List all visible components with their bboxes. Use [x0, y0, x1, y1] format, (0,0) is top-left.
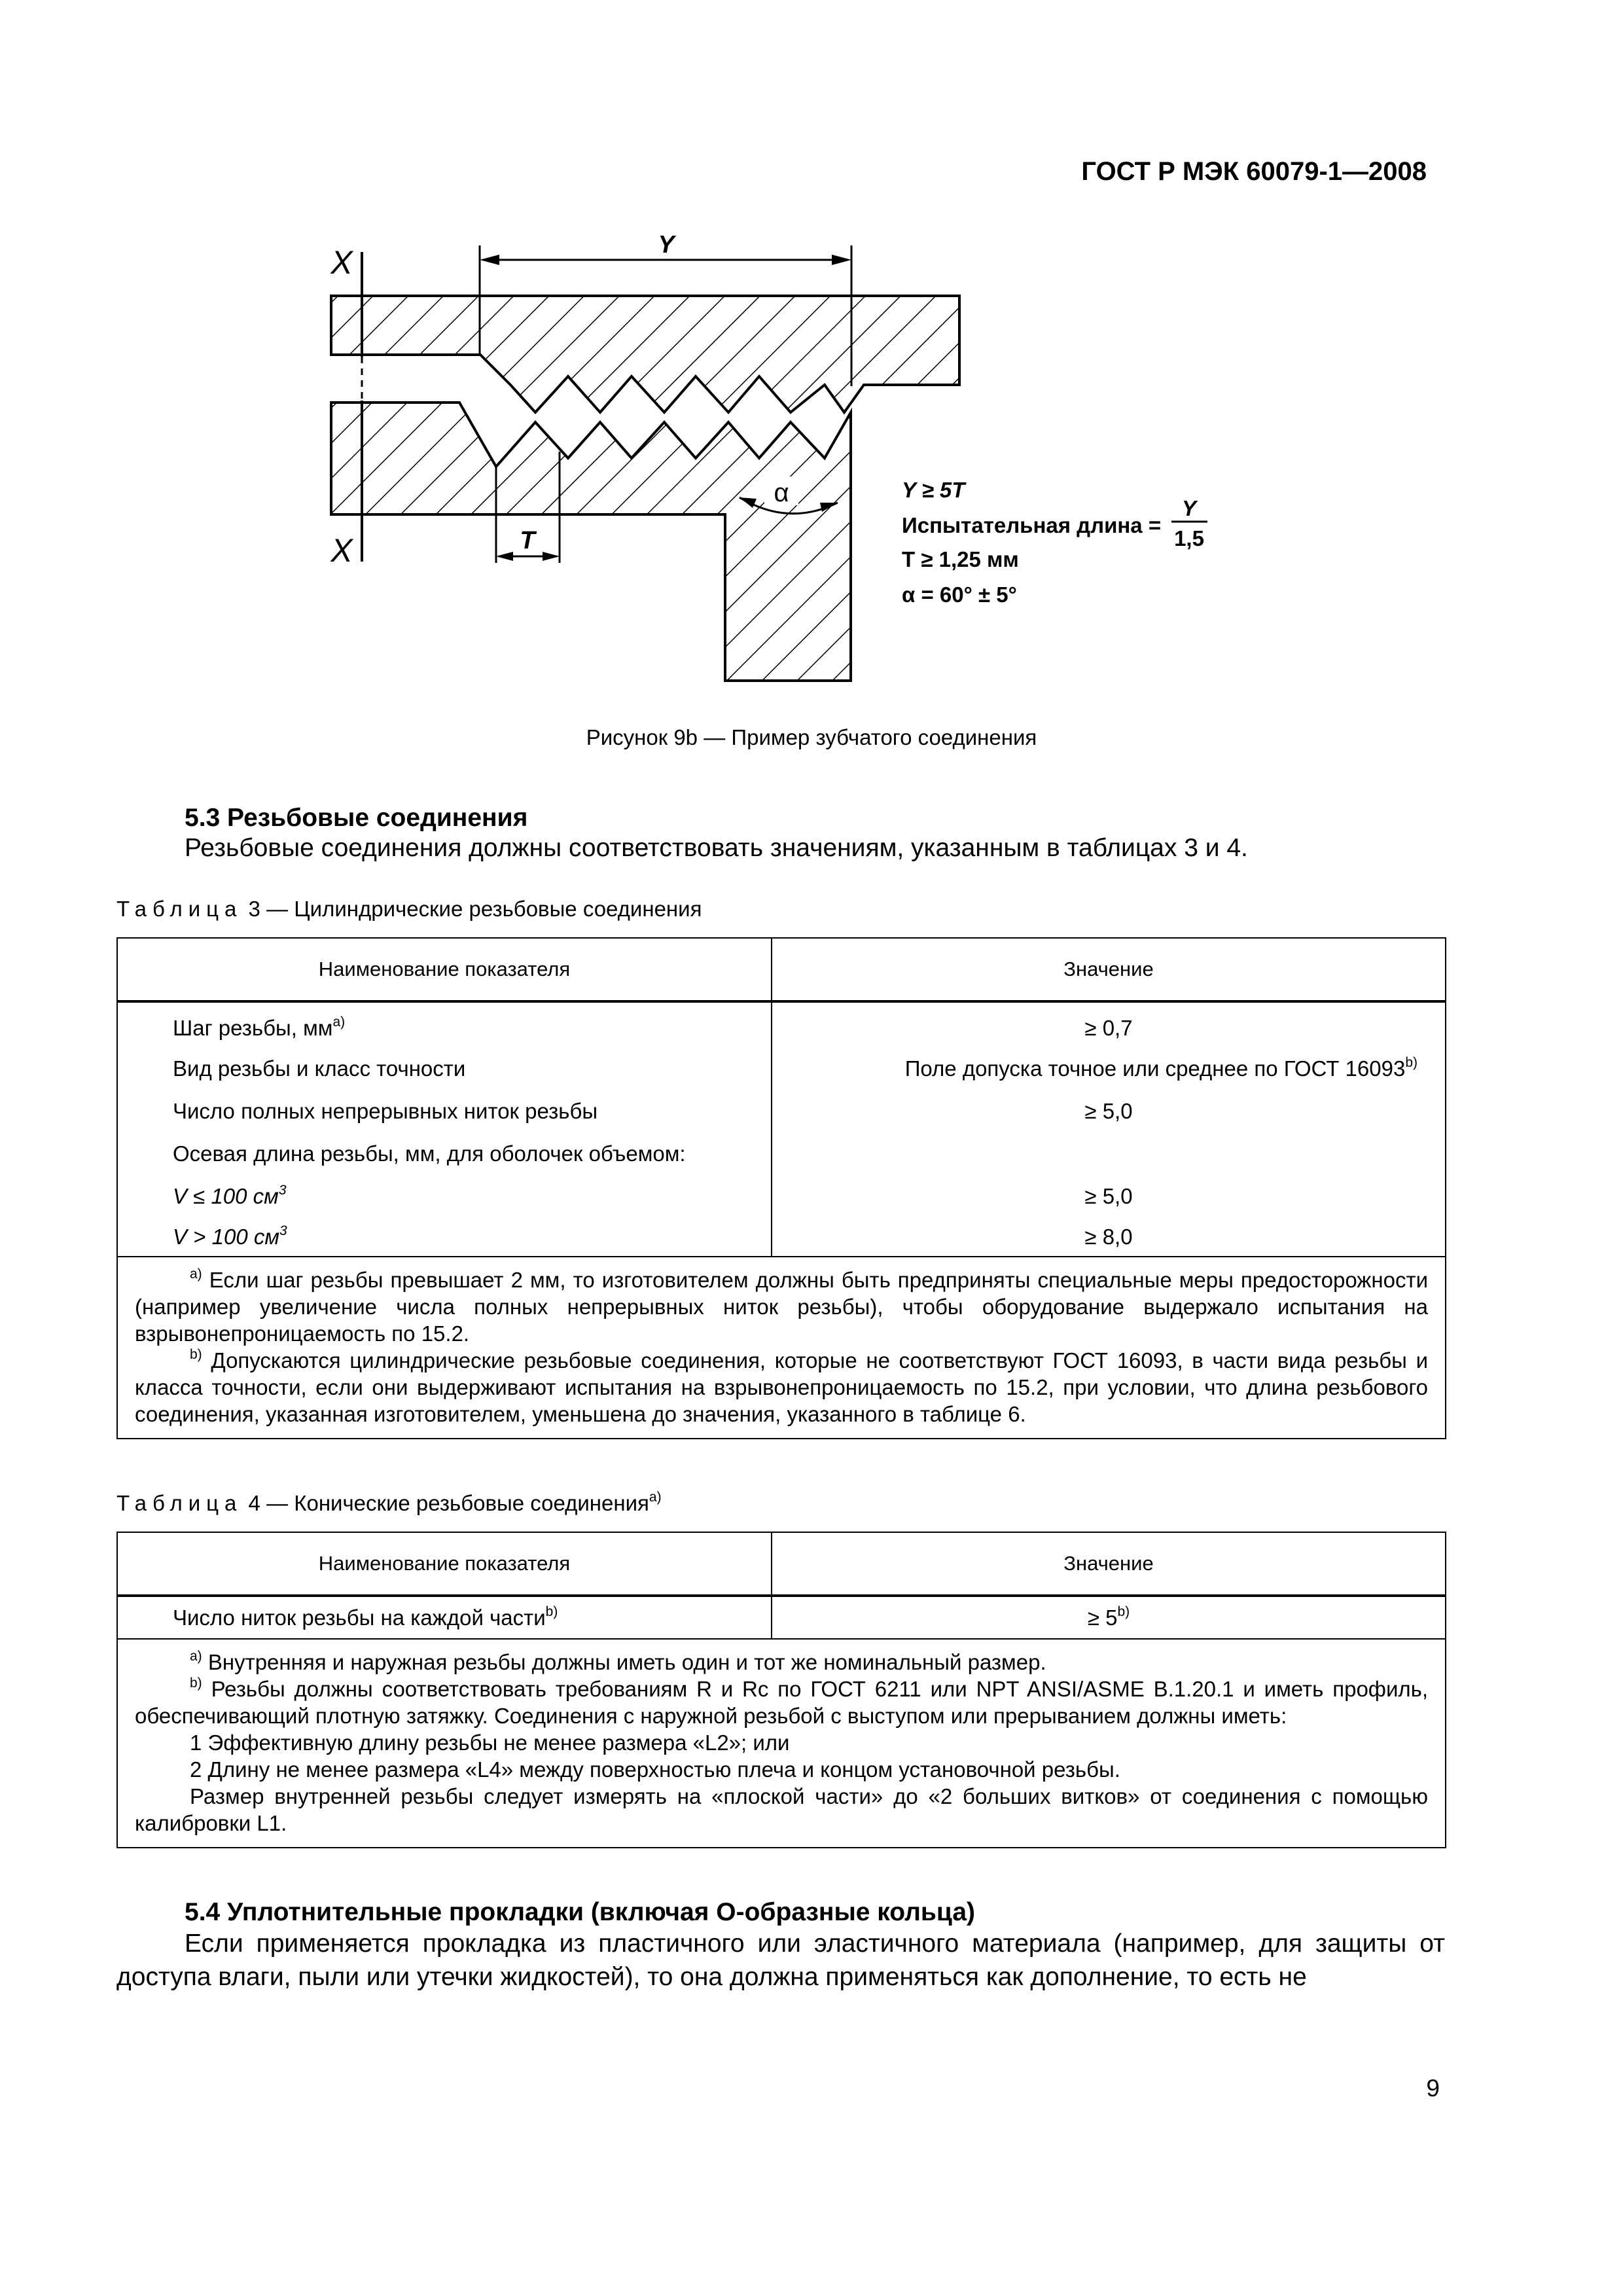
upper-part — [331, 296, 959, 412]
label-x-top: X — [330, 244, 353, 281]
table3 — [116, 937, 1446, 1439]
table4-footnotes — [117, 1639, 1446, 1848]
label-alpha: α — [774, 478, 789, 507]
table-row: Вид резьбы и класс точности Поле допуска точное или среднее по ГОСТ 16093$^{b)}$ — [117, 1047, 1446, 1090]
table3-footnote-a: $^{a)}$ Если шаг резьбы превышает 2 мм, то изготовителем должны быть предприняты специальные меры предосторожности (например увеличение числа полных непрерывных ниток резьбы), чтобы оборудование выдержало испытания на взрывонепроницаемость по 15.2. — [135, 1266, 1428, 1346]
section-5-3-heading: 5.3 Резьбовые соединения — [185, 804, 528, 832]
formula-numerator: Y — [1181, 496, 1197, 520]
table4-footnote-a: $^{a)}$ Внутренняя и наружная резьбы должны иметь один и тот же номинальный размер. — [190, 1649, 1046, 1674]
formula-y: Y ≥ 5T — [902, 478, 965, 502]
section-5-4-paragraph: Если применяется прокладка из пластичного или эластичного материала (например, для защиты от доступа влаги, пыли или утечки жидкостей), то она должна применяться как дополнение, то есть не — [116, 1929, 1445, 1991]
lower-part — [331, 403, 851, 681]
table4-header-name: Наименование показателя — [117, 1532, 772, 1596]
table-row: Число полных непрерывных ниток резьбы ≥ 5,0 — [117, 1090, 1446, 1132]
formula-denominator: 1,5 — [1174, 526, 1204, 550]
section-5-3-paragraph: Резьбовые соединения должны соответствовать значениям, указанным в таблицах 3 и 4. — [185, 834, 1248, 862]
label-y: Y — [658, 236, 675, 259]
section-5-4-heading: 5.4 Уплотнительные прокладки (включая О-образные кольца) — [185, 1898, 976, 1926]
formula-t: T ≥ 1,25 мм — [902, 547, 1019, 571]
label-x-bottom: X — [330, 532, 353, 569]
table4-header-value: Значение — [772, 1532, 1446, 1596]
label-t: T — [520, 527, 535, 554]
table3-footnotes — [117, 1257, 1446, 1439]
table3-header-value: Значение — [772, 938, 1446, 1001]
table-row: V > 100 $см^3$ ≥ 8,0 — [117, 1217, 1446, 1257]
table4-item-2: 2 Длину не менее размера «L4» между поверхностью плеча и концом установочной резьбы. — [190, 1757, 1120, 1782]
table-row: V ≤ 100 $см^3$ ≥ 5,0 — [117, 1175, 1446, 1217]
serrated-joint-figure — [314, 236, 1322, 707]
table3-footnote-b: $^{b)}$ Допускаются цилиндрические резьбовые соединения, которые не соответствуют ГОСТ 16093, в части вида резьбы и класса точности, если они выдерживают испытания на взрывонепроницаемость по 15.2, при условии, что длина резьбового соединения, указанная изготовителем, уменьшена до значения, указанного в таблице 6. — [135, 1347, 1428, 1426]
table4-footnote-end: Размер внутренней резьбы следует измерять на «плоской части» до «2 больших витков» от соединения с помощью калибровки L1. — [135, 1784, 1428, 1835]
table4-item-1: 1 Эффективную длину резьбы не менее размера «L2»; или — [190, 1731, 790, 1755]
table3-caption: Таблица 3 — Цилиндрические резьбовые соединения — [116, 897, 702, 921]
table3-header-name: Наименование показателя — [117, 938, 772, 1001]
page-number: 9 — [1426, 2075, 1440, 2102]
table4 — [116, 1532, 1446, 1848]
formula-test-length: Испытательная длина = — [902, 513, 1162, 537]
table-row: Число ниток резьбы на каждой части$^{b)}$ ≥ $5^{b)}$ — [117, 1596, 1446, 1639]
table-row: Осевая длина резьбы, мм, для оболочек объемом: — [117, 1132, 1446, 1175]
figure-caption: Рисунок 9b — Пример зубчатого соединения — [586, 725, 1037, 749]
formula-alpha: α = 60° ± 5° — [902, 583, 1017, 607]
table4-footnote-b: $^{b)}$ Резьбы должны соответствовать требованиям R и Rc по ГОСТ 6211 или NPT ANSI/ASME B.1.20.1 и иметь профиль, обеспечивающий плотную затяжку. Соединения с наружной резьбой с выступом или прерыванием должны иметь: — [135, 1676, 1429, 1728]
table4-caption: Таблица 4 — Конические резьбовые соединения$^{a)}$ — [116, 1490, 662, 1515]
table-row: Шаг резьбы, $мм^{a)}$ ≥ 0,7 — [117, 1001, 1446, 1047]
standard-code: ГОСТ Р МЭК 60079-1—2008 — [1081, 157, 1427, 186]
